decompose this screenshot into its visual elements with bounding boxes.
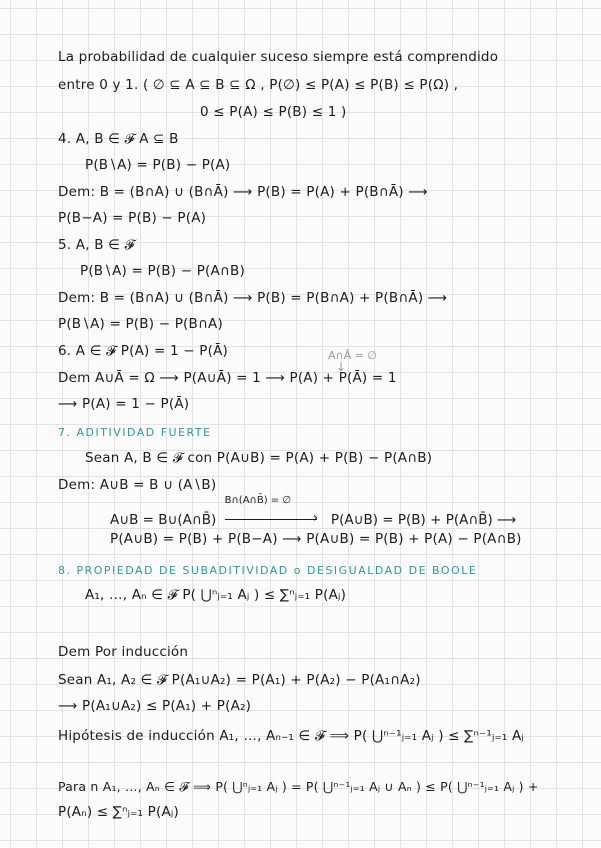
note-line: Dem: B = (B∩A) ∪ (B∩Ā) ⟶ P(B) = P(A) + P(B∩Ā) ⟶ (58, 184, 428, 200)
annotation-down-arrow: ↓ (336, 360, 347, 374)
note-line: Hipótesis de inducción A₁, …, Aₙ₋₁ ∈ 𝓕 ⟹ P( ⋃ⁿ⁻¹ⱼ₌₁ Aⱼ ) ≤ ∑ⁿ⁻¹ⱼ₌₁ Aⱼ (58, 728, 524, 744)
arrow-left-text: A∪B = B∪(A∩B̄) (110, 512, 217, 528)
note-line: ⟶ P(A₁∪A₂) ≤ P(A₁) + P(A₂) (58, 698, 252, 714)
note-line: Dem Por inducción (58, 644, 189, 660)
note-line: La probabilidad de cualquier suceso siempre está comprendido (58, 49, 499, 65)
note-line: 6. A ∈ 𝓕 P(A) = 1 − P(Ā) (58, 343, 228, 359)
arrow-equation-row (110, 495, 517, 528)
long-arrow-label: B∩(A∩B̄) = ∅ (224, 495, 292, 506)
section-heading: 7. ADITIVIDAD FUERTE (58, 426, 212, 439)
note-line: 4. A, B ∈ 𝓕 A ⊆ B (58, 131, 179, 147)
section-heading: 8. PROPIEDAD DE SUBADITIVIDAD o DESIGUALDAD DE BOOLE (58, 564, 478, 577)
note-line: 5. A, B ∈ 𝓕 (58, 237, 135, 253)
note-line: P(B∖A) = P(B) − P(A) (85, 157, 231, 173)
note-line: Sean A, B ∈ 𝓕 con P(A∪B) = P(A) + P(B) − P(A∩B) (85, 450, 433, 466)
note-line: ⟶ P(A) = 1 − P(Ā) (58, 396, 190, 412)
note-line: Dem: A∪B = B ∪ (A∖B) (58, 477, 217, 493)
note-line: P(B−A) = P(B) − P(A) (58, 210, 207, 226)
note-line: A₁, …, Aₙ ∈ 𝓕 P( ⋃ⁿⱼ₌₁ Aⱼ ) ≤ ∑ⁿⱼ₌₁ P(Aⱼ) (85, 587, 347, 603)
note-line: Sean A₁, A₂ ∈ 𝓕 P(A₁∪A₂) = P(A₁) + P(A₂) − P(A₁∩A₂) (58, 672, 421, 688)
note-line: Dem A∪Ā = Ω ⟶ P(A∪Ā) = 1 ⟶ P(A) + P(Ā) = 1 (58, 370, 397, 386)
annotation-disjoint-text: A∩Ā = ∅ (328, 349, 377, 362)
note-line: entre 0 y 1. ( ∅ ⊆ A ⊆ B ⊆ Ω , P(∅) ≤ P(A) ≤ P(B) ≤ P(Ω) , (58, 77, 459, 93)
arrow-right-text: P(A∪B) = P(B) + P(A∩B̄) ⟶ (330, 512, 517, 528)
note-line: 0 ≤ P(A) ≤ P(B) ≤ 1 ) (200, 104, 347, 120)
note-line: Para n A₁, …, Aₙ ∈ 𝓕 ⟹ P( ⋃ⁿⱼ₌₁ Aⱼ ) = P( ⋃ⁿ⁻¹ⱼ₌₁ Aⱼ ∪ Aₙ ) ≤ P( ⋃ⁿ⁻¹ⱼ₌₁ Aⱼ ) + (58, 779, 539, 794)
long-arrow: B∩(A∩B̄) = ∅ › (224, 495, 319, 526)
note-line: Dem: B = (B∩A) ∪ (B∩Ā) ⟶ P(B) = P(B∩A) + P(B∩Ā) ⟶ (58, 290, 448, 306)
note-line: P(B∖A) = P(B) − P(B∩A) (58, 316, 223, 332)
note-line: P(B∖A) = P(B) − P(A∩B) (80, 263, 245, 279)
note-line: P(A∪B) = P(B) + P(B−A) ⟶ P(A∪B) = P(B) + P(A) − P(A∩B) (110, 531, 522, 547)
note-line: P(Aₙ) ≤ ∑ⁿⱼ₌₁ P(Aⱼ) (58, 804, 179, 820)
